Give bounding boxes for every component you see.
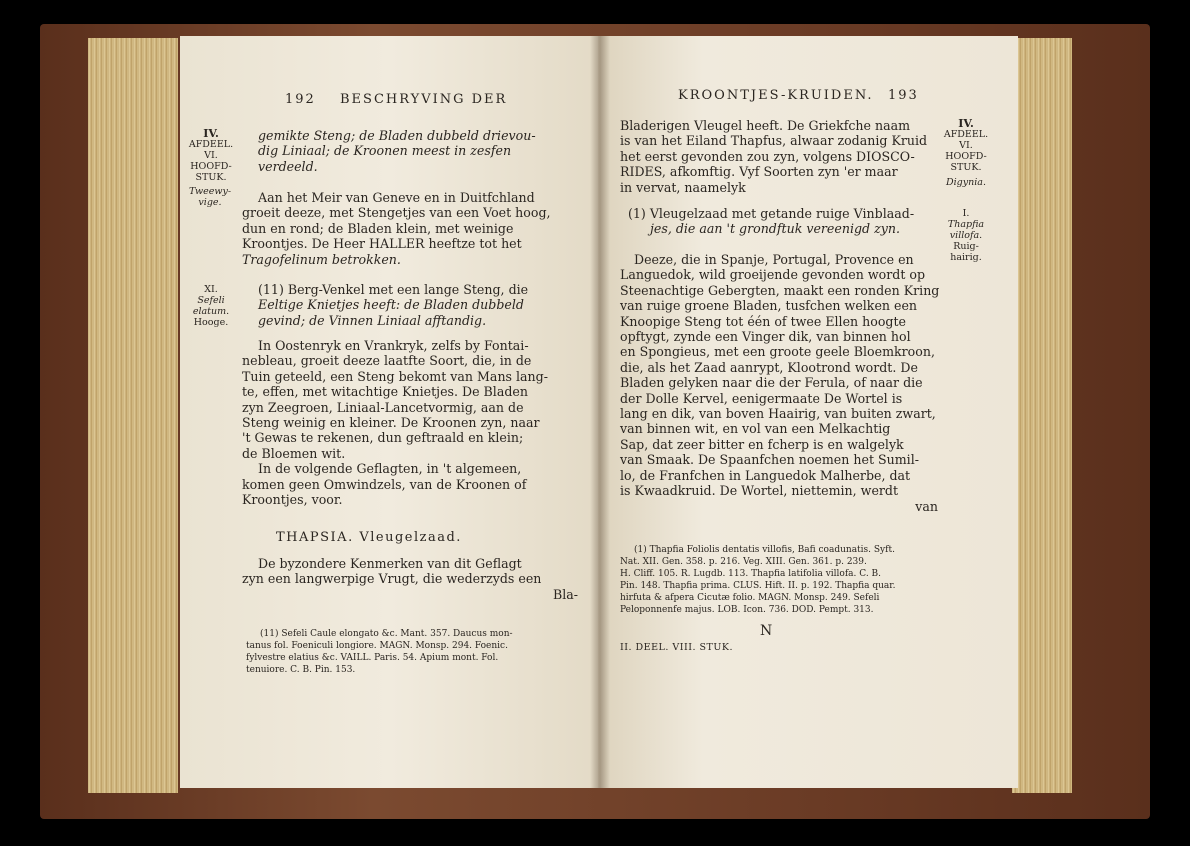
right-paragraph-b: (1) Vleugelzaad met getande ruige Vinblaad- jes, die aan 't grondftuk vereenigd zyn. — [628, 206, 915, 237]
left-page-edges — [88, 38, 178, 793]
left-footnote: (11) Sefeli Caule elongato &c. Mant. 357. Daucus mon- tanus fol. Foeniculi longiore. MAGN. Monsp. 294. Foenic. fylvestre elatius &c. VAILL. Paris. 54. Apium mont. Fol. tenuiore. C. B. Pin. 153. — [246, 629, 513, 675]
right-margin-section: IV. AFDEEL. VI. HOOFD- STUK. Digynia. — [943, 117, 989, 188]
left-paragraph-d: In Oostenryk en Vrankryk, zelfs by Fontai- nebleau, groeit deeze laatfte Soort, die, in de Tuin geteeld, een Steng bekomt van Mans lang- te, effen, met witachtige Knietjes. De Bladen zyn Zeegroen, Liniaal-Lancetvormig, aan de Steng weinig en kleiner. De Kroonen zyn, naar 't Gewas te rekenen, dun geftraald en klein; de Bloemen wit. In de volgende Geflagten, in 't algemeen, komen geen Omwindzels, van de Kroonen of Kroontjes, voor. — [242, 338, 548, 508]
left-margin-xi: XI. Sefeli elatum. Hooge. — [192, 284, 230, 328]
left-paragraph-e: De byzondere Kenmerken van dit Geflagt zyn een langwerpige Vrugt, die wederzyds een Bla- — [242, 556, 578, 602]
left-paragraph-c: (11) Berg-Venkel met een lange Steng, die Eeltige Knietjes heeft: de Bladen dubbeld gevind; de Vinnen Liniaal afftandig. — [258, 282, 529, 328]
left-margin-section: IV. AFDEEL. VI. HOOFD- STUK. — [188, 127, 234, 183]
left-page-number: 192 — [285, 92, 316, 107]
left-margin-tweewyvige: Tweewy- vige. — [188, 186, 232, 208]
right-paragraph-c: Deeze, die in Spanje, Portugal, Provence en Languedok, wild groeijende gevonden wordt op Steenachtige Gebergten, maakt een ronden Kring van ruige groene Bladen, tusfchen welken een Knoopige Steng tot één of twee Ellen hoogte opftygt, zynde een Vinger dik, van binnen hol en Spongieus, met een groote geele Bloemkroon, die, als het Zaad aanrypt, Klootrond wordt. De Bladen gelyken naar die der Ferula, of naar die der Dolle Kervel, eenigermaate De Wortel is lang en dik, van boven Haairig, van buiten zwart, van binnen wit, en vol van een Melkachtig Sap, dat zeer bitter en fcherp is en walgelyk van Smaak. De Spaanfchen noemen het Sumil- lo, de Franfchen in Languedok Malherbe, dat is Kwaadkruid. De Wortel, niettemin, werdt van — [620, 252, 940, 514]
genus-title: THAPSIA. Vleugelzaad. — [276, 530, 462, 545]
book-gutter — [590, 36, 610, 788]
right-footnote: (1) Thapfia Foliolis dentatis villofis, Bafi coadunatis. Syft. Nat. XII. Gen. 358. p. 216. Veg. XIII. Gen. 361. p. 239. H. Cliff. 105. R. Lugdb. 113. Thapfia latifolia villofa. C. B. Pin. 148. Thapfia prima. CLUS. Hift. II. p. 192. Thapfia quar. hirfuta & afpera Cicutæ folio. MAGN. Monsp. 249. Sefeli Peloponnenfe majus. LOB. Icon. 736. DOD. Pempt. 313. — [620, 545, 896, 615]
left-page — [180, 36, 600, 788]
signature-mark: N — [760, 623, 773, 639]
right-paragraph-a: Bladerigen Vleugel heeft. De Griekfche naam is van het Eiland Thapfus, alwaar zodanig Kruid het eerst gevonden zou zyn, volgens DIOSCO- RIDES, afkomftig. Vyf Soorten zyn 'er maar in vervat, naamelyk — [620, 118, 928, 195]
right-running-head: KROONTJES-KRUIDEN. — [678, 88, 874, 103]
right-page-number: 193 — [888, 88, 919, 103]
right-margin-i: I. Thapfia villofa. Ruig- hairig. — [947, 208, 985, 263]
right-page-edges — [1012, 38, 1072, 793]
right-page — [598, 36, 1018, 788]
right-footer: II. DEEL. VIII. STUK. — [620, 642, 734, 653]
left-running-head: BESCHRYVING DER — [340, 92, 508, 107]
left-paragraph-b: Aan het Meir van Geneve en in Duitfchland groeit deeze, met Stengetjes van een Voet hoog, dun en rond; de Bladen klein, met weinige Kroontjes. De Heer HALLER heeftze tot het Tragofelinum betrokken. — [242, 190, 551, 267]
left-paragraph-a: gemikte Steng; de Bladen dubbeld drievou- dig Liniaal; de Kroonen meest in zesfen verdeeld. — [258, 128, 536, 174]
